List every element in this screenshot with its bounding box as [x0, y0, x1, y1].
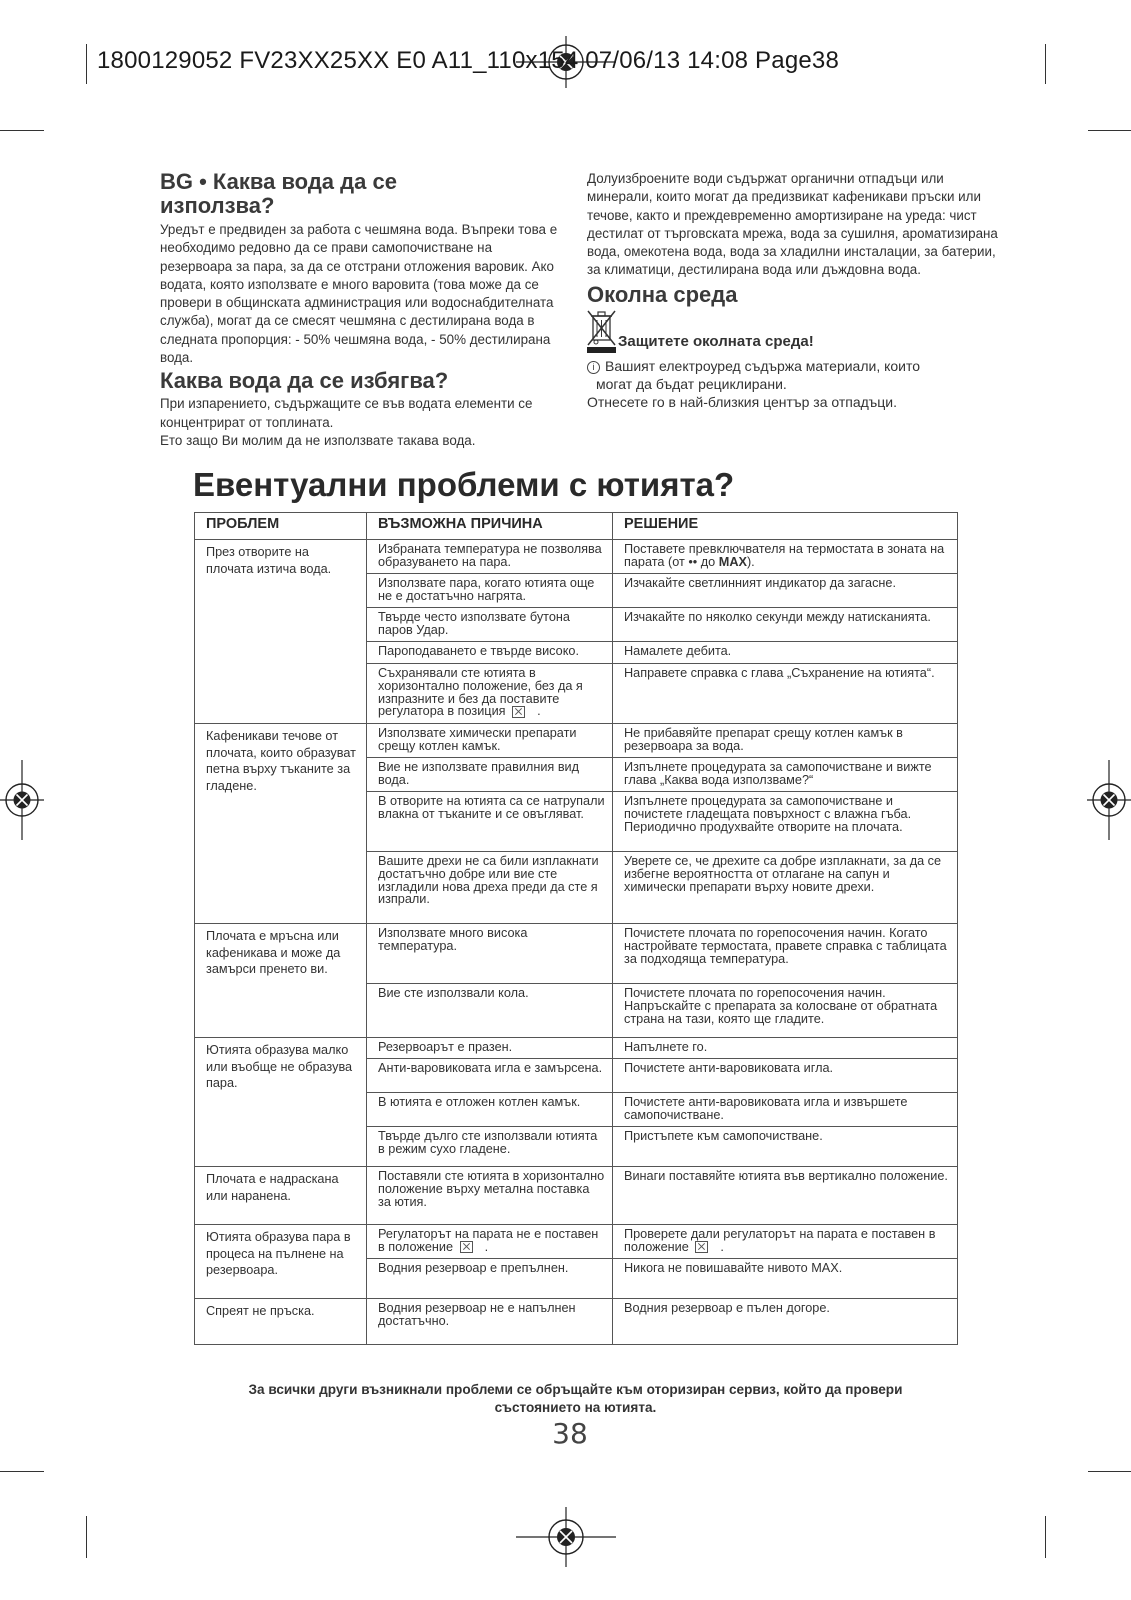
cause-cell: Избраната температура не позволява образуването на пара. [367, 540, 613, 574]
steam-off-icon [460, 1241, 473, 1253]
cause-cell [367, 664, 613, 724]
solution-cell: Уверете се, че дрехите са добре изплакнати, за да се избегне вероятността от отлагане на сапун и химически препарати върху новите дрехи. [613, 852, 958, 924]
environment-subtitle-row [587, 309, 1007, 353]
troubleshooting-table [194, 512, 958, 1345]
troubleshooting-title: Евентуални проблеми с ютията? [193, 466, 735, 503]
cause-text: Регулаторът на парата не е поставен в положение [378, 1227, 599, 1254]
avoid-paragraph-2: Ето защо Ви молим да не използвате такава вода. [160, 432, 476, 448]
solution-cell: Напълнете го. [613, 1038, 958, 1059]
table-row [195, 1225, 958, 1259]
table-header-row [195, 513, 958, 540]
solution-cell: Никога не повишавайте нивото MAX. [613, 1259, 958, 1299]
crop-mark [1045, 44, 1046, 84]
service-note-line: състоянието на ютията. [494, 1400, 657, 1415]
service-note [194, 1381, 957, 1417]
solution-cell: Изпълнете процедурата за самопочистване и вижте глава „Каква вода използваме?“ [613, 758, 958, 792]
crossed-bin-icon [587, 309, 617, 353]
solution-cell: Не прибавяйте препарат срещу котлен камък в резервоара за вода. [613, 724, 958, 758]
solution-text-end: . [720, 1239, 724, 1254]
solution-cell: Направете справка с глава „Съхранение на ютията“. [613, 664, 958, 724]
solution-cell: Почистете анти-варовиковата игла. [613, 1059, 958, 1093]
cause-cell: Използвате много висока температура. [367, 924, 613, 984]
cause-text-end: . [484, 1239, 489, 1254]
steam-off-icon [512, 706, 525, 718]
problem-cell: Плочата е мръсна или кафеникава и може да замърси пренето ви. [195, 924, 367, 1038]
header-problem: ПРОБЛЕМ [195, 513, 367, 540]
solution-cell: Почистете плочата по горепосочения начин. Напръскайте с препарата за колосване от обратната страна на тази, която ще гладите. [613, 984, 958, 1038]
solution-cell: Изчакайте по няколко секунди между натисканията. [613, 608, 958, 642]
solution-cell [613, 1225, 958, 1259]
solution-cell: Изчакайте светлинният индикатор да загасне. [613, 574, 958, 608]
crop-mark [1088, 1471, 1131, 1472]
cause-cell: Използвате пара, когато ютията още не е достатъчно нагрята. [367, 574, 613, 608]
cause-cell: Водния резервоар не е напълнен достатъчно. [367, 1299, 613, 1345]
solution-cell: Винаги поставяйте ютията във вертикално положение. [613, 1167, 958, 1225]
cause-cell: Вие сте използвали кола. [367, 984, 613, 1038]
table-row [195, 540, 958, 574]
cause-cell: Анти-варовиковата игла е замърсена. [367, 1059, 613, 1093]
recycling-info-line: Отнесете го в най-близкия център за отпадъци. [587, 393, 897, 410]
left-column [160, 170, 565, 450]
problem-cell: През отворите на плочата изтича вода. [195, 540, 367, 724]
right-column [587, 170, 1007, 411]
cause-cell: Твърде дълго сте използвали ютията в режим сухо гладене. [367, 1127, 613, 1167]
water-paragraph: Уредът е предвиден за работа с чешмяна вода. Въпреки това е необходимо редовно да се прави самопочистване на резервоара за пара, за да се отстрани отложения варовик. Ако водата, която използвате е много варовита (това може да се провери в общинската администрация или водоснабдителната служба), могат да се смесят чешмяна с дестилирана вода в следната пропорция: - 50% чешмяна вода, - 50% дестилирана вода. [160, 222, 558, 366]
slug-line: 1800129052 FV23XX25XX E0 A11_110x154 07/06/13 14:08 Page38 [97, 47, 840, 74]
crop-mark [1045, 1516, 1046, 1558]
recycling-info-line: могат да бъдат рециклирани. [596, 375, 787, 392]
section-title-line: използва? [160, 193, 275, 218]
section-title-avoid: Каква вода да се избягва? [160, 368, 449, 394]
section-title-environment: Околна среда [587, 281, 738, 307]
header-solution: РЕШЕНИЕ [613, 513, 958, 540]
cause-cell: Твърде често използвате бутона паров Удар. [367, 608, 613, 642]
cause-cell: В ютията е отложен котлен камък. [367, 1093, 613, 1127]
info-icon: i [587, 361, 600, 374]
solution-cell: Пристъпете към самопочистване. [613, 1127, 958, 1167]
recycling-info-line: Вашият електроуред съдържа материали, които [605, 357, 921, 374]
table-row [195, 1299, 958, 1345]
service-note-line: За всички други възникнали проблеми се обръщайте към оторизиран сервиз, който да провери [248, 1382, 903, 1397]
problem-cell: Кафеникави течове от плочата, които образуват петна върху тъканите за гладене. [195, 724, 367, 924]
header-cause: ВЪЗМОЖНА ПРИЧИНА [367, 513, 613, 540]
cause-cell: Поставяли сте ютията в хоризонтално положение върху метална поставка за ютия. [367, 1167, 613, 1225]
cause-text-end: . [537, 704, 541, 719]
cause-text: Съхранявали сте ютията в хоризонтално положение, без да я изпразните и без да поставите регулатора в позиция [378, 666, 583, 719]
cause-cell [367, 1225, 613, 1259]
registration-mark-icon [0, 760, 44, 840]
crop-mark [0, 1471, 44, 1472]
recycling-info [587, 357, 1007, 411]
cause-cell: Вие не използвате правилния вид вода. [367, 758, 613, 792]
crop-mark [86, 44, 87, 84]
page-number: 38 [552, 1417, 588, 1450]
cause-cell: Резервоарът е празен. [367, 1038, 613, 1059]
waters-list-paragraph: Долуизброените води съдържат органични отпадъци или минерали, които могат да предизвикат кафеникави пръски или течове, както и преждевременно амортизиране на уреда: чист дестилат от търговската мрежа, вода за сушилня, ароматизирана вода, омекотена вода, вода за хладилни инсталации, за батерии, за климатици, дестилирана вода или дъждовна вода. [587, 171, 998, 278]
solution-text: Проверете дали регулаторът на парата е поставен в положение [624, 1227, 936, 1254]
avoid-paragraph: При изпарението, съдържащите се във водата елементи се концентрират от топлината. [160, 396, 533, 430]
steam-off-icon [695, 1241, 708, 1253]
environment-subtitle: Защитете околната среда! [618, 332, 814, 350]
solution-cell: Водния резервоар е пълен догоре. [613, 1299, 958, 1345]
crop-mark [1088, 130, 1131, 131]
section-title-line: BG • Каква вода да се [160, 169, 397, 194]
cause-cell: Пароподаването е твърде високо. [367, 642, 613, 664]
problem-cell: Спреят не пръска. [195, 1299, 367, 1345]
solution-cell: Изпълнете процедурата за самопочистване и почистете гладещата повърхност с влажна гъба. Периодично продухвайте отворите на плочата. [613, 792, 958, 852]
table-row [195, 1167, 958, 1225]
section-title-water [160, 170, 565, 218]
problem-cell: Ютията образува пара в процеса на пълнене на резервоара. [195, 1225, 367, 1299]
cause-cell: Вашите дрехи не са били изплакнати достатъчно добре или вие сте изгладили нова дреха преди да сте я изпрали. [367, 852, 613, 924]
cause-cell: Използвате химически препарати срещу котлен камък. [367, 724, 613, 758]
cause-cell: В отворите на ютията са се натрупали влакна от тъканите и се овъгляват. [367, 792, 613, 852]
table-row [195, 1038, 958, 1059]
solution-cell: Намалете дебита. [613, 642, 958, 664]
table-row [195, 724, 958, 758]
crop-mark [0, 130, 44, 131]
crop-mark [86, 1516, 87, 1558]
problem-cell: Плочата е надраскана или наранена. [195, 1167, 367, 1225]
problem-cell: Ютията образува малко или въобще не образува пара. [195, 1038, 367, 1167]
solution-cell: Почистете плочата по горепосочения начин. Когато настройвате термостата, правете справка с таблицата за подходяща температура. [613, 924, 958, 984]
table-row [195, 924, 958, 984]
solution-cell: Поставете превключвателя на термостата в зоната на парата (от •• до MAX). [613, 540, 958, 574]
solution-cell: Почистете анти-варовиковата игла и извършете самопочистване. [613, 1093, 958, 1127]
cause-cell: Водния резервоар е препълнен. [367, 1259, 613, 1299]
registration-mark-icon [516, 1507, 616, 1567]
registration-mark-icon [1087, 760, 1131, 840]
